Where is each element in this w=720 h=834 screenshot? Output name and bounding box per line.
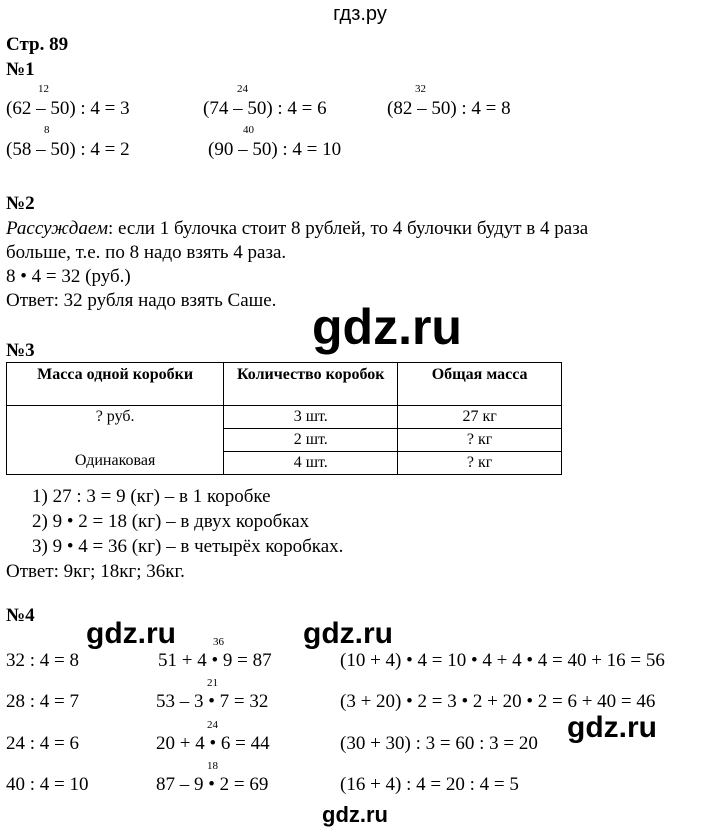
watermark: gdz.ru (312, 299, 462, 355)
box-mass-cell (7, 406, 224, 475)
table-header: Общая масса (398, 363, 562, 406)
task-2-reasoning-line-2: больше, т.е. по 8 надо взять 4 раза. (6, 242, 287, 263)
task-1-sup: 8 (44, 124, 50, 136)
mass-table (6, 362, 562, 475)
task-4-sup: 24 (207, 719, 218, 731)
distributive-expression: (16 + 4) : 4 = 20 : 4 = 5 (340, 774, 519, 795)
division-expression: 24 : 4 = 6 (6, 733, 79, 754)
watermark: gdz.ru (303, 617, 393, 650)
task-1-sup: 12 (38, 83, 49, 95)
task-2-answer: Ответ: 32 рубля надо взять Саше. (6, 290, 277, 311)
task-2-reasoning-line (6, 218, 588, 240)
task-1-sup: 32 (415, 83, 426, 95)
task-3-answer: Ответ: 9кг; 18кг; 36кг. (6, 561, 185, 582)
task-1-expression: (74 – 50) : 4 = 6 (203, 98, 327, 119)
table-row (7, 406, 562, 429)
table-header-row (7, 363, 562, 406)
box-mass-unknown: ? руб. (95, 408, 135, 425)
distributive-expression: (30 + 30) : 3 = 60 : 3 = 20 (340, 733, 538, 754)
box-count-cell: 3 шт. (224, 406, 398, 429)
task-1-expression: (82 – 50) : 4 = 8 (387, 98, 511, 119)
division-expression: 32 : 4 = 8 (6, 650, 79, 671)
task-2-calculation: 8 • 4 = 32 (руб.) (6, 266, 131, 287)
division-expression: 28 : 4 = 7 (6, 691, 79, 712)
task-1-label: №1 (6, 59, 35, 80)
task-1-expression: (58 – 50) : 4 = 2 (6, 139, 130, 160)
total-mass-cell: ? кг (398, 429, 562, 452)
watermark: gdz.ru (322, 802, 388, 827)
watermark: gdz.ru (86, 617, 176, 650)
order-of-operations-expression: 87 – 9 • 2 = 69 (156, 774, 269, 795)
task-3-step: 1) 27 : 3 = 9 (кг) – в 1 коробке (32, 486, 271, 507)
page-reference: Стр. 89 (6, 34, 69, 55)
task-1-expression: (62 – 50) : 4 = 3 (6, 98, 130, 119)
box-mass-same: Одинаковая (74, 452, 156, 469)
distributive-expression: (3 + 20) • 2 = 3 • 2 + 20 • 2 = 6 + 40 = 46 (340, 691, 656, 712)
task-3-step: 3) 9 • 4 = 36 (кг) – в четырёх коробках. (32, 536, 344, 557)
task-3-label: №3 (6, 340, 35, 361)
total-mass-cell: 27 кг (398, 406, 562, 429)
site-header: гдз.ру (333, 3, 387, 25)
distributive-expression: (10 + 4) • 4 = 10 • 4 + 4 • 4 = 40 + 16 = 56 (340, 650, 665, 671)
task-4-sup: 18 (207, 760, 218, 772)
task-4-sup: 21 (207, 677, 218, 689)
table-header: Масса одной коробки (7, 363, 224, 406)
task-1-sup: 24 (237, 83, 248, 95)
task-1-sup: 40 (243, 124, 254, 136)
reasoning-word: Рассуждаем (6, 218, 108, 239)
task-4-sup: 36 (213, 636, 224, 648)
division-expression: 40 : 4 = 10 (6, 774, 89, 795)
task-2-label: №2 (6, 193, 35, 214)
box-count-cell: 2 шт. (224, 429, 398, 452)
table-header: Количество коробок (224, 363, 398, 406)
task-4-label: №4 (6, 605, 35, 626)
order-of-operations-expression: 51 + 4 • 9 = 87 (158, 650, 272, 671)
box-count-cell: 4 шт. (224, 452, 398, 475)
total-mass-cell: ? кг (398, 452, 562, 475)
watermark: gdz.ru (567, 711, 657, 744)
task-1-expression: (90 – 50) : 4 = 10 (208, 139, 342, 160)
task-3-step: 2) 9 • 2 = 18 (кг) – в двух коробках (32, 511, 310, 532)
order-of-operations-expression: 20 + 4 • 6 = 44 (156, 733, 270, 754)
order-of-operations-expression: 53 – 3 • 7 = 32 (156, 691, 269, 712)
reasoning-text: : если 1 булочка стоит 8 рублей, то 4 булочки будут в 4 раза (107, 218, 589, 239)
